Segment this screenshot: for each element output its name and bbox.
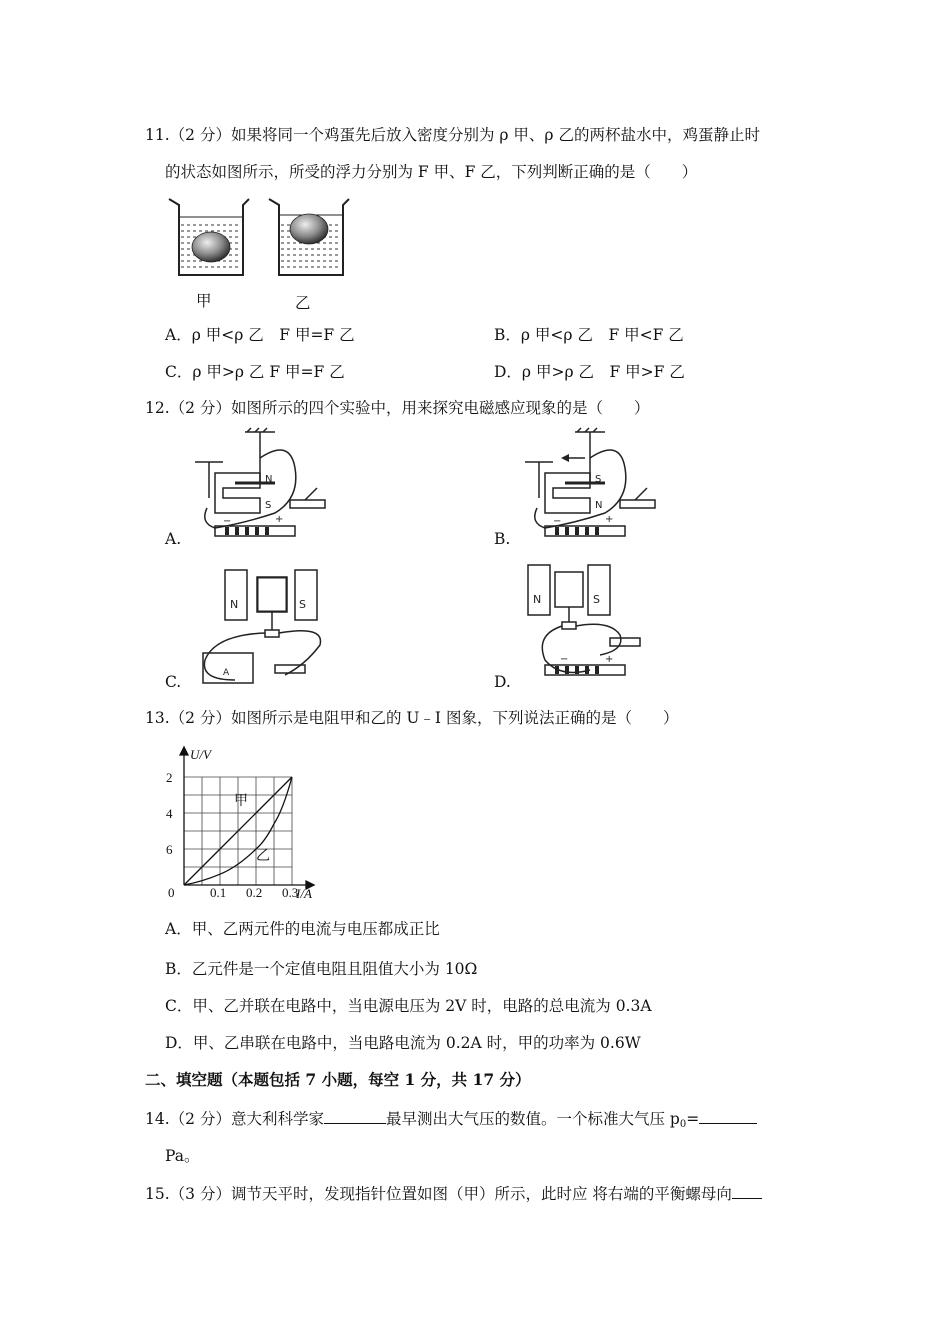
q13-option-c: C．甲、乙并联在电路中，当电源电压为 2V 时，电路的总电流为 0.3A bbox=[165, 997, 652, 1015]
fig-a-n: N bbox=[265, 474, 273, 485]
fig-d-s: S bbox=[593, 593, 600, 606]
q14-line2: Pa。 bbox=[165, 1147, 200, 1165]
experiment-figure-d bbox=[520, 560, 670, 690]
beaker-left bbox=[169, 199, 249, 275]
q14-part3: = bbox=[686, 1110, 700, 1128]
svg-text:−: − bbox=[223, 516, 232, 527]
q12-label-c: C. bbox=[165, 673, 182, 691]
q13-option-a: A．甲、乙两元件的电流与电压都成正比 bbox=[165, 920, 440, 938]
x-tick-label: 0.3 bbox=[282, 885, 299, 900]
fig-c-n: N bbox=[230, 598, 239, 611]
q14-blank-2[interactable] bbox=[699, 1109, 757, 1124]
svg-text:+: + bbox=[605, 654, 614, 665]
fig-b-n: N bbox=[595, 500, 603, 511]
q11-option-b: B．ρ 甲<ρ 乙 F 甲<F 乙 bbox=[494, 326, 684, 344]
q11-option-a: A．ρ 甲<ρ 乙 F 甲=F 乙 bbox=[165, 326, 355, 344]
q15-part1: 15.（3 分）调节天平时，发现指针位置如图（甲）所示，此时应 将右端的平衡螺母向 bbox=[145, 1185, 732, 1203]
y-axis-label: U/V bbox=[190, 747, 211, 762]
x-tick-label: 0.1 bbox=[210, 885, 227, 900]
y-tick-label: 2 bbox=[166, 770, 173, 785]
q11-option-c: C．ρ 甲>ρ 乙 F 甲=F 乙 bbox=[165, 363, 345, 381]
q13-option-d: D．甲、乙串联在电路中，当电路电流为 0.2A 时，甲的功率为 0.6W bbox=[165, 1034, 641, 1052]
y-tick-label: 6 bbox=[166, 842, 173, 857]
svg-text:−: − bbox=[553, 516, 562, 527]
section-2-heading: 二、填空题（本题包括 7 小题，每空 1 分，共 17 分） bbox=[145, 1070, 531, 1089]
experiment-figure-c bbox=[195, 565, 345, 690]
q11-line1: 11.（2 分）如果将同一个鸡蛋先后放入密度分别为 ρ 甲、ρ 乙的两杯盐水中，鸡蛋静止时 bbox=[145, 126, 760, 144]
x-axis-label: I/A bbox=[296, 886, 312, 901]
svg-text:A: A bbox=[223, 668, 230, 678]
q14-part1: 14.（2 分）意大利科学家 bbox=[145, 1110, 324, 1128]
series-label-yi: 乙 bbox=[256, 849, 270, 864]
q13-line1: 13.（2 分）如图所示是电阻甲和乙的 U﹣I 图象，下列说法正确的是（ ） bbox=[145, 709, 679, 727]
fig-c-s: S bbox=[299, 598, 306, 611]
beaker-right bbox=[269, 199, 349, 275]
x-tick-label: 0.2 bbox=[246, 885, 263, 900]
series-label-jia: 甲 bbox=[234, 794, 248, 809]
q11-line2: 的状态如图所示，所受的浮力分别为 F 甲、F 乙，下列判断正确的是（ ） bbox=[165, 163, 698, 181]
fig-b-s: S bbox=[595, 474, 602, 485]
beaker-figure bbox=[165, 195, 365, 285]
beaker-left-label: 甲 bbox=[196, 292, 212, 310]
q12-label-d: D. bbox=[494, 673, 511, 691]
q14-sub: 0 bbox=[679, 1119, 687, 1130]
q15-line1 bbox=[145, 1183, 762, 1205]
q15-blank-1[interactable] bbox=[732, 1184, 762, 1199]
svg-text:+: + bbox=[275, 514, 284, 525]
experiment-figure-b bbox=[525, 428, 675, 548]
q14-line1 bbox=[145, 1108, 757, 1133]
q12-line1: 12.（2 分）如图所示的四个实验中，用来探究电磁感应现象的是（ ） bbox=[145, 399, 650, 417]
q14-blank-1[interactable] bbox=[324, 1109, 386, 1124]
q14-part2: 最早测出大气压的数值。一个标准大气压 p bbox=[385, 1110, 680, 1128]
beaker-right-label: 乙 bbox=[295, 294, 311, 312]
y-tick-label: 4 bbox=[166, 806, 173, 821]
q13-option-b: B．乙元件是一个定值电阻且阻值大小为 10Ω bbox=[165, 960, 478, 978]
ui-graph bbox=[160, 745, 340, 905]
svg-text:−: − bbox=[560, 654, 569, 665]
q12-label-a: A. bbox=[165, 530, 182, 548]
fig-d-n: N bbox=[533, 593, 542, 606]
experiment-figure-a bbox=[195, 428, 345, 548]
x-tick-label: 0 bbox=[168, 885, 175, 900]
q12-label-b: B. bbox=[494, 530, 511, 548]
q11-option-d: D．ρ 甲>ρ 乙 F 甲>F 乙 bbox=[494, 363, 685, 381]
fig-a-s: S bbox=[265, 500, 272, 511]
svg-text:+: + bbox=[605, 514, 614, 525]
